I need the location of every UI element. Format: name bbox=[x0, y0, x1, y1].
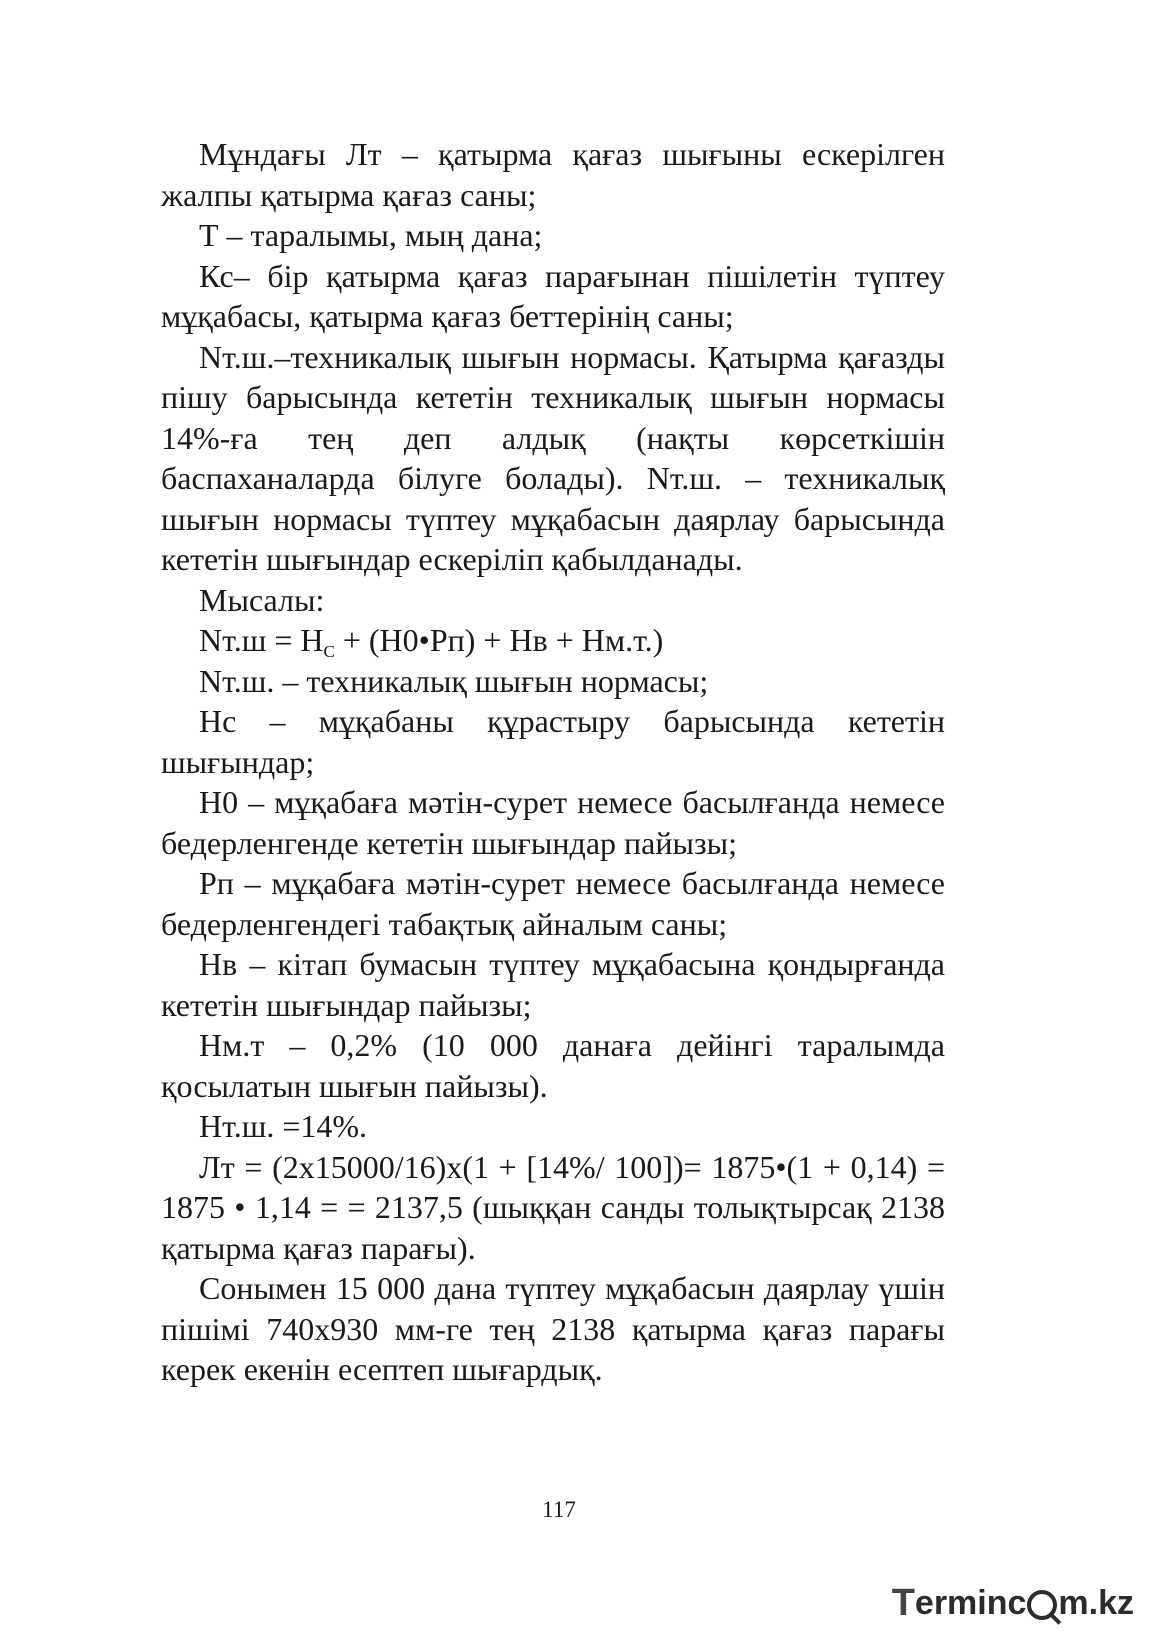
paragraph: Сонымен 15 000 дана түптеу мұқабасын даярлау үшін пішімі 740х930 мм-ге тең 2138 қатырма қағаз парағы керек екенін есептеп шығардық. bbox=[161, 1270, 945, 1387]
page-number: 117 bbox=[542, 1497, 576, 1522]
paragraph: Лт = (2х15000/16)х(1 + [14%/ 100])= 1875•(1 + 0,14) = 1875 • 1,14 = = 2137,5 (шыққан санды толықтырсақ 2138 қатырма қағаз парағы). bbox=[161, 1148, 945, 1266]
page-body bbox=[161, 134, 945, 1390]
formula-after: + (Н0•Рп) + Нв + Нм.т.) bbox=[334, 622, 664, 658]
watermark-text: erminc bbox=[914, 1583, 1027, 1622]
paragraph: Рп – мұқабаға мәтін-сурет немесе басылғанда немесе бедерленгендегі табақтық айналым саны; bbox=[161, 865, 945, 942]
paragraph: Нм.т – 0,2% (10 000 данаға дейінгі таралымда қосылатын шығын пайызы). bbox=[161, 1027, 945, 1104]
paragraph: Нв – кітап бумасын түптеу мұқабасына қондырғанда кететін шығындар пайызы; bbox=[161, 946, 945, 1023]
watermark-letter: T bbox=[891, 1581, 915, 1624]
formula-subscript: С bbox=[323, 642, 335, 661]
formula-line bbox=[161, 620, 945, 661]
paragraph: Мұндағы Лт – қатырма қағаз шығыны ескерілген жалпы қатырма қағаз саны; bbox=[161, 136, 945, 213]
paragraph: Нс – мұқабаны құрастыру барысында кететін шығындар; bbox=[161, 703, 945, 780]
watermark-logo bbox=[892, 1583, 1134, 1623]
paragraph: Кс– бір қатырма қағаз парағынан пішілетін түптеу мұқабасы, қатырма қағаз беттерінің саны; bbox=[161, 257, 945, 334]
magnifier-icon bbox=[1027, 1590, 1057, 1620]
paragraph: Т – таралымы, мың дана; bbox=[199, 217, 543, 253]
paragraph: Мысалы: bbox=[199, 581, 325, 618]
paragraph: Nт.ш. – техникалық шығын нормасы; bbox=[199, 662, 709, 699]
formula-before: Nт.ш = Н bbox=[199, 622, 324, 658]
paragraph: Нт.ш. =14%. bbox=[199, 1108, 368, 1144]
paragraph: Н0 – мұқабаға мәтін-сурет немесе басылғанда немесе бедерленгенде кететін шығындар пайызы; bbox=[161, 784, 945, 861]
paragraph: Nт.ш.–техникалық шығын нормасы. Қатырма қағазды пішу барысында кететін техникалық шығын нормасы 14%-ға тең деп алдық (нақты көрсеткішін баспаханаларда білуге болады). Nт.ш. – техникалық шығын нормасы түптеу мұқабасын даярлау барысында кететін шығындар ескеріліп қабылданады. bbox=[161, 338, 945, 577]
watermark-domain: m.kz bbox=[1058, 1583, 1134, 1622]
